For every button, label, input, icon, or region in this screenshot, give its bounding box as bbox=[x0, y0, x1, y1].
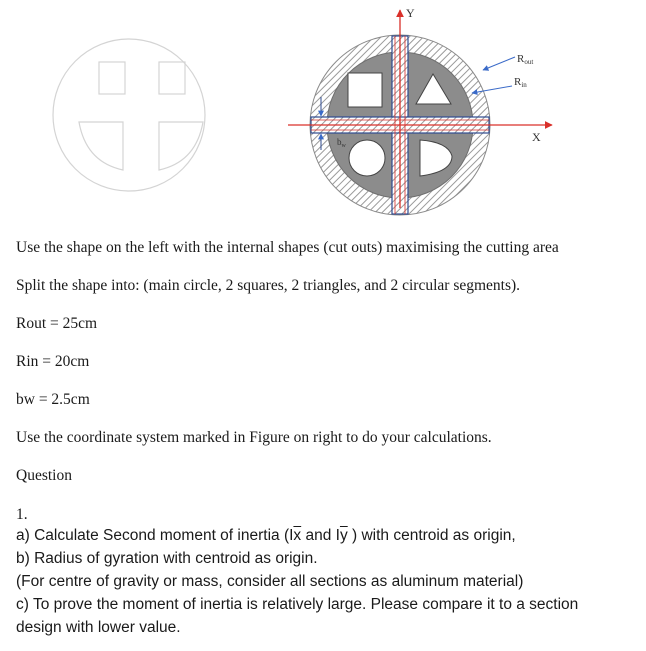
y-axis-label: Y bbox=[406, 6, 415, 20]
question-number: 1. bbox=[16, 506, 28, 523]
question-a-prefix: a) Calculate Second moment of inertia (I bbox=[16, 527, 294, 544]
question-c-line1: c) To prove the moment of inertia is relatively large. Please compare it to a section bbox=[16, 596, 579, 613]
figure bbox=[0, 0, 646, 230]
question-note: (For centre of gravity or mass, consider all sections as aluminum material) bbox=[16, 573, 524, 590]
question-a-suffix: ) with centroid as origin, bbox=[347, 527, 516, 544]
question-a-mid: and I bbox=[301, 527, 340, 544]
rout-value: Rout = 25cm bbox=[16, 315, 98, 332]
rin-value: Rin = 20cm bbox=[16, 353, 90, 370]
cutout-square bbox=[348, 73, 382, 107]
bw-label: $b_w$ bbox=[337, 137, 346, 149]
bw-value: bw = 2.5cm bbox=[16, 391, 90, 408]
question-a bbox=[16, 527, 516, 545]
left-square-2 bbox=[159, 62, 185, 94]
r-out-label: Rout bbox=[517, 53, 534, 66]
x-axis-label: X bbox=[532, 130, 541, 144]
question-a-x: $\overline{x}$ bbox=[293, 527, 302, 544]
r-out-arrow bbox=[483, 57, 515, 70]
r-in-label: Rin bbox=[514, 76, 527, 89]
left-segment-2 bbox=[159, 122, 203, 170]
left-shape bbox=[53, 39, 205, 191]
right-shape bbox=[288, 10, 552, 215]
left-segment-1 bbox=[79, 122, 123, 170]
question-a-y: $\overline{y}$ bbox=[339, 527, 348, 544]
instruction-line: Use the shape on the left with the internal shapes (cut outs) maximising the cutting area bbox=[16, 239, 559, 256]
question-b: b) Radius of gyration with centroid as origin. bbox=[16, 550, 318, 567]
left-square-1 bbox=[99, 62, 125, 94]
coordinate-line: Use the coordinate system marked in Figure on right to do your calculations. bbox=[16, 429, 492, 446]
question-c-line2: design with lower value. bbox=[16, 619, 181, 636]
question-heading: Question bbox=[16, 467, 72, 484]
split-line: Split the shape into: (main circle, 2 squares, 2 triangles, and 2 circular segments). bbox=[16, 277, 521, 294]
cutout-circle bbox=[349, 140, 385, 176]
